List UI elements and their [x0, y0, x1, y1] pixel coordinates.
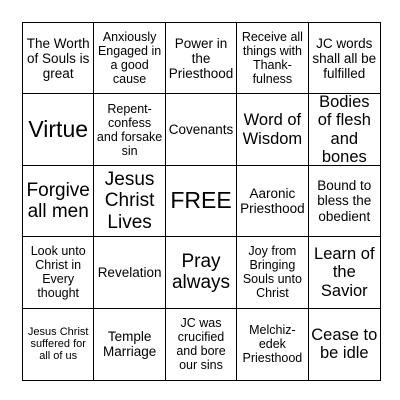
bingo-cell-r4c2[interactable] — [94, 237, 165, 308]
bingo-cell-r2c2[interactable] — [94, 94, 165, 165]
bingo-cell-r1c3[interactable] — [166, 23, 237, 94]
free-space-label: FREE — [170, 187, 232, 214]
cell-text: Revelation — [97, 264, 162, 280]
bingo-cell-r2c1[interactable] — [23, 94, 94, 165]
cell-text: Learn of the Savior — [314, 244, 375, 300]
cell-text: JC words shall all be fulfilled — [312, 35, 377, 81]
bingo-cell-r4c3[interactable] — [166, 237, 237, 308]
bingo-cell-r2c5[interactable] — [309, 94, 380, 165]
bingo-cell-r5c1[interactable] — [23, 309, 94, 380]
bingo-cell-r1c5[interactable] — [309, 23, 380, 94]
bingo-cell-r3c1[interactable] — [23, 166, 94, 237]
cell-text: Power in the Priesthood — [168, 35, 234, 81]
bingo-cell-r4c1[interactable] — [23, 237, 94, 308]
cell-text: Temple Marriage — [102, 329, 157, 360]
bingo-cell-r3c4[interactable] — [237, 166, 308, 237]
cell-text: Word of Wisdom — [242, 111, 303, 148]
cell-text: Forgive all men — [26, 179, 90, 222]
cell-text: Pray always — [171, 251, 231, 294]
cell-text: Bodies of flesh and bones — [317, 94, 371, 166]
cell-text: Jesus Christ Lives — [104, 169, 155, 233]
bingo-cell-r2c3[interactable] — [166, 94, 237, 165]
cell-text: Receive all things with Thank-fulness — [241, 30, 303, 87]
bingo-cell-r5c5[interactable] — [309, 309, 380, 380]
cell-text: Look unto Christ in Every thought — [30, 244, 86, 301]
cell-text: Anxiously Engaged in a good cause — [97, 30, 162, 87]
cell-text: Covenants — [168, 122, 234, 138]
bingo-cell-r4c4[interactable] — [237, 237, 308, 308]
bingo-cell-r1c4[interactable] — [237, 23, 308, 94]
bingo-cell-r1c1[interactable] — [23, 23, 94, 94]
bingo-cell-r5c3[interactable] — [166, 309, 237, 380]
cell-text: Jesus Christ suffered for all of us — [27, 325, 89, 363]
cell-text: Virtue — [28, 115, 89, 142]
cell-text: The Worth of Souls is great — [26, 35, 90, 81]
bingo-cell-r5c4[interactable] — [237, 309, 308, 380]
cell-text: Melchiz-edek Priesthood — [242, 323, 303, 366]
bingo-board — [22, 22, 381, 381]
bingo-cell-r1c2[interactable] — [94, 23, 165, 94]
bingo-cell-r5c2[interactable] — [94, 309, 165, 380]
bingo-cell-r4c5[interactable] — [309, 237, 380, 308]
bingo-cell-r3c5[interactable] — [309, 166, 380, 237]
cell-text: Joy from Bringing Souls unto Christ — [242, 244, 302, 301]
cell-text: Repent-confess and forsake sin — [96, 101, 163, 158]
cell-text: Bound to bless the obedient — [317, 178, 372, 224]
bingo-cell-r3c2[interactable] — [94, 166, 165, 237]
cell-text: Aaronic Priesthood — [240, 185, 305, 216]
cell-text: JC was crucified and bore our sins — [176, 316, 226, 373]
bingo-cell-free[interactable] — [166, 166, 237, 237]
bingo-cell-r2c4[interactable] — [237, 94, 308, 165]
cell-text: Cease to be idle — [311, 325, 378, 363]
